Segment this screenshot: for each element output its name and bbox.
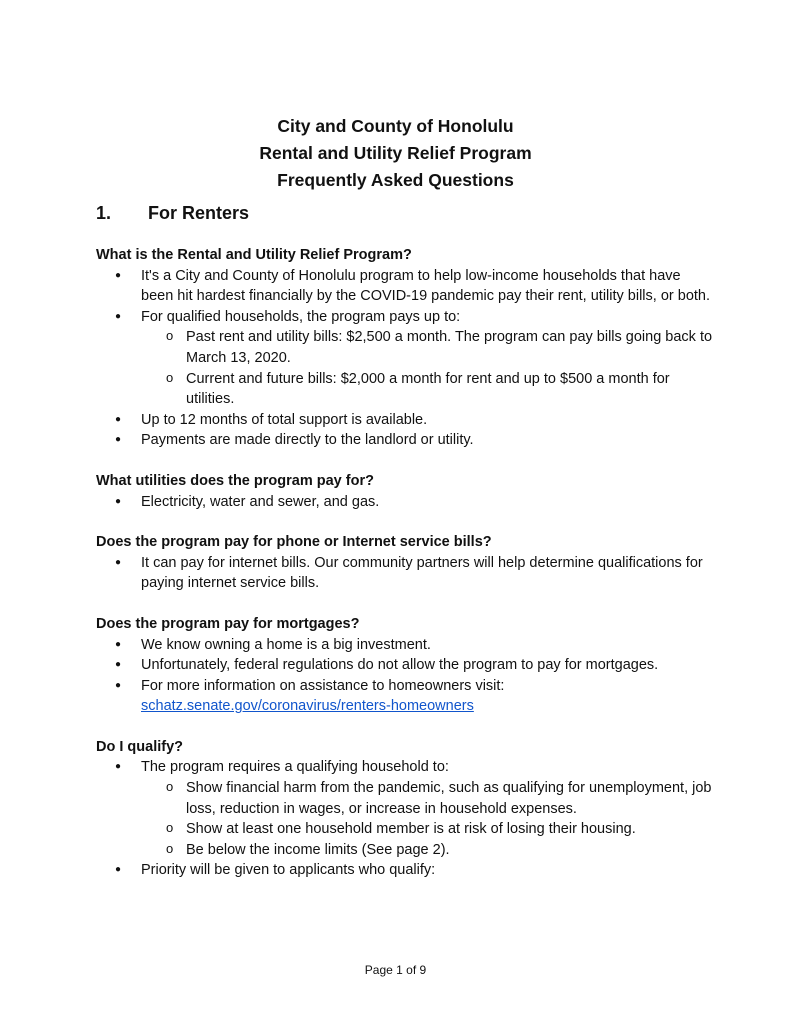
title-line-1: City and County of Honolulu — [277, 116, 514, 136]
sub-list-item: o Current and future bills: $2,000 a month for rent and up to $500 a month for utilities. — [96, 369, 716, 410]
faq-question: What is the Rental and Utility Relief Program? — [96, 247, 412, 263]
section-title: For Renters — [148, 203, 250, 223]
sub-list-item: o Be below the income limits (See page 2). — [96, 840, 716, 861]
list-item: ● Up to 12 months of total support is available. — [96, 410, 716, 431]
document-title — [0, 113, 791, 194]
section-heading — [96, 203, 249, 224]
list-item: ● It's a City and County of Honolulu program to help low-income households that have been hit hardest financially by the COVID-19 pandemic pay their rent, utility bills, or both. — [96, 266, 716, 307]
list-item: ● Unfortunately, federal regulations do not allow the program to pay for mortgages. — [96, 655, 716, 676]
list-item-text: For more information on assistance to homeowners visit: — [141, 677, 505, 694]
faq-item — [96, 245, 716, 451]
homeowners-assistance-link[interactable]: schatz.senate.gov/coronavirus/renters-homeowners — [141, 698, 474, 715]
faq-question: Do I qualify? — [96, 738, 183, 755]
faq-content — [96, 245, 716, 901]
page-number: Page 1 of 9 — [364, 963, 427, 977]
list-item: ● It can pay for internet bills. Our community partners will help determine qualifications for paying internet service bills. — [96, 553, 716, 594]
sub-list-item: o Past rent and utility bills: $2,500 a month. The program can pay bills going back to March 13, 2020. — [96, 327, 716, 368]
faq-question: Does the program pay for mortgages? — [96, 615, 360, 632]
faq-item — [96, 737, 716, 881]
faq-answer-list — [96, 635, 716, 717]
faq-answer-list — [96, 553, 716, 594]
faq-answer-list — [96, 266, 716, 451]
faq-item — [96, 532, 716, 594]
list-item-text: For qualified households, the program pays up to: — [141, 308, 461, 325]
faq-answer-list — [96, 757, 716, 881]
list-item: ● The program requires a qualifying household to: — [96, 757, 716, 778]
title-line-3: Frequently Asked Questions — [277, 170, 514, 190]
list-item — [96, 676, 716, 717]
faq-answer-list — [96, 492, 716, 513]
sub-list-item: o Show at least one household member is at risk of losing their housing. — [96, 819, 716, 840]
section-number: 1. — [96, 203, 112, 223]
sub-list-item: o Show financial harm from the pandemic, such as qualifying for unemployment, job loss, reduction in wages, or increase in household expenses. — [96, 778, 716, 819]
title-line-2: Rental and Utility Relief Program — [259, 143, 532, 163]
list-item — [96, 307, 716, 328]
faq-item — [96, 614, 716, 717]
faq-question: What utilities does the program pay for? — [96, 472, 374, 489]
faq-question: Does the program pay for phone or Internet service bills? — [96, 534, 492, 551]
list-item: ● We know owning a home is a big investment. — [96, 635, 716, 656]
faq-item — [96, 471, 716, 512]
list-item: ● Electricity, water and sewer, and gas. — [96, 492, 716, 513]
list-item: ● Priority will be given to applicants who qualify: — [96, 860, 716, 881]
list-item: ● Payments are made directly to the landlord or utility. — [96, 430, 716, 451]
